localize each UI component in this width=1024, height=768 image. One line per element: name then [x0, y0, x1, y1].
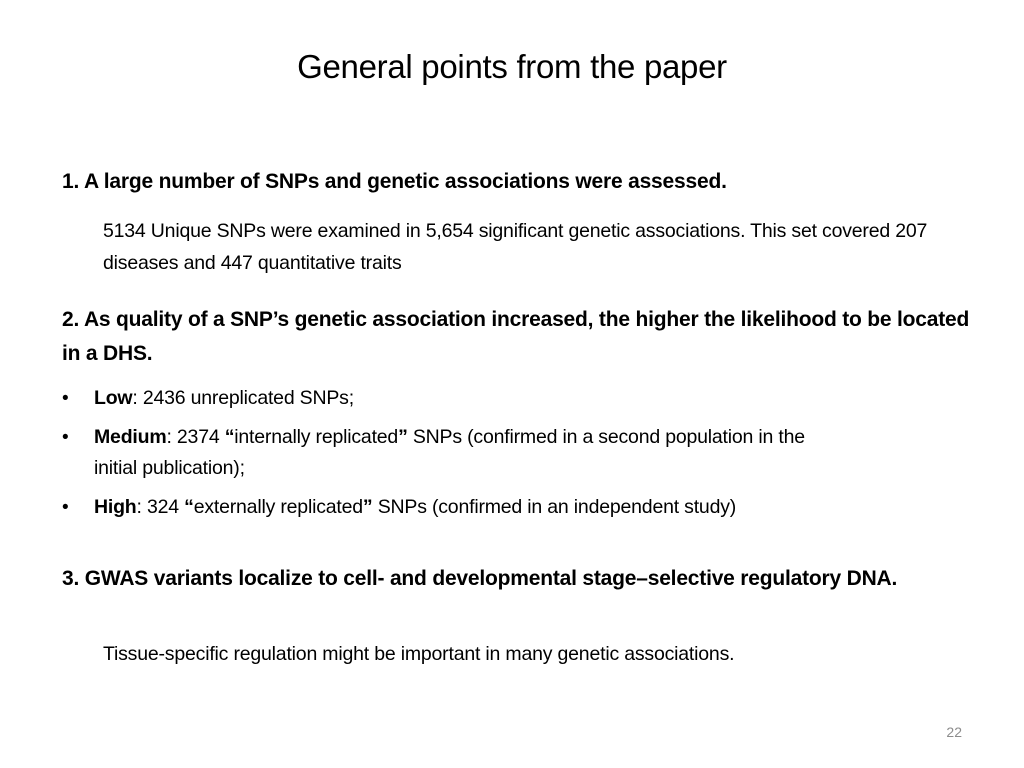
- bullet-high-pre: 324: [141, 496, 185, 518]
- bullet-medium-text-wrap: [94, 422, 814, 484]
- bullet-medium-post: SNPs (confirmed in a second population in the initial publication);: [94, 426, 805, 479]
- bullet-high-open-quote: “: [184, 496, 194, 518]
- bullet-low: [62, 383, 942, 414]
- bullet-medium-sep: :: [166, 426, 172, 448]
- bullet-low-level: Low: [94, 387, 133, 409]
- bullet-medium-level: Medium: [94, 426, 167, 448]
- bullet-medium-close-quote: ”: [398, 426, 408, 448]
- bullet-high-sep: :: [136, 496, 142, 518]
- quality-bullet-list: [62, 383, 942, 531]
- bullet-icon: •: [62, 497, 69, 518]
- point-1-heading: 1. A large number of SNPs and genetic associations were assessed.: [62, 170, 727, 193]
- bullet-medium-quoted: internally replicated: [234, 426, 399, 448]
- bullet-icon: •: [62, 388, 69, 409]
- bullet-high-close-quote: ”: [362, 496, 373, 518]
- point-3-heading: 3. GWAS variants localize to cell- and developmental stage–selective regulatory DNA.: [62, 567, 898, 590]
- bullet-high-level: High: [94, 496, 137, 518]
- bullet-high-post: SNPs (confirmed in an independent study): [372, 496, 737, 518]
- point-2-heading: 2. As quality of a SNP’s genetic association increased, the higher the likelihood to be located in a DHS.: [62, 308, 970, 365]
- bullet-low-text: 2436 unreplicated SNPs;: [137, 387, 354, 409]
- bullet-medium: [62, 422, 942, 484]
- slide-title: General points from the paper: [297, 48, 727, 85]
- page-number: 22: [946, 724, 962, 740]
- point-3-body: Tissue-specific regulation might be important in many genetic associations.: [103, 643, 735, 665]
- bullet-medium-open-quote: “: [224, 426, 235, 448]
- point-1-body: 5134 Unique SNPs were examined in 5,654 significant genetic associations. This set covered 207 diseases and 447 quantitative traits: [103, 220, 928, 274]
- bullet-high-quoted: externally replicated: [193, 496, 363, 518]
- bullet-high: [62, 492, 942, 523]
- bullet-medium-pre: 2374: [171, 426, 225, 448]
- bullet-icon: •: [62, 427, 69, 448]
- bullet-low-sep: :: [132, 387, 138, 409]
